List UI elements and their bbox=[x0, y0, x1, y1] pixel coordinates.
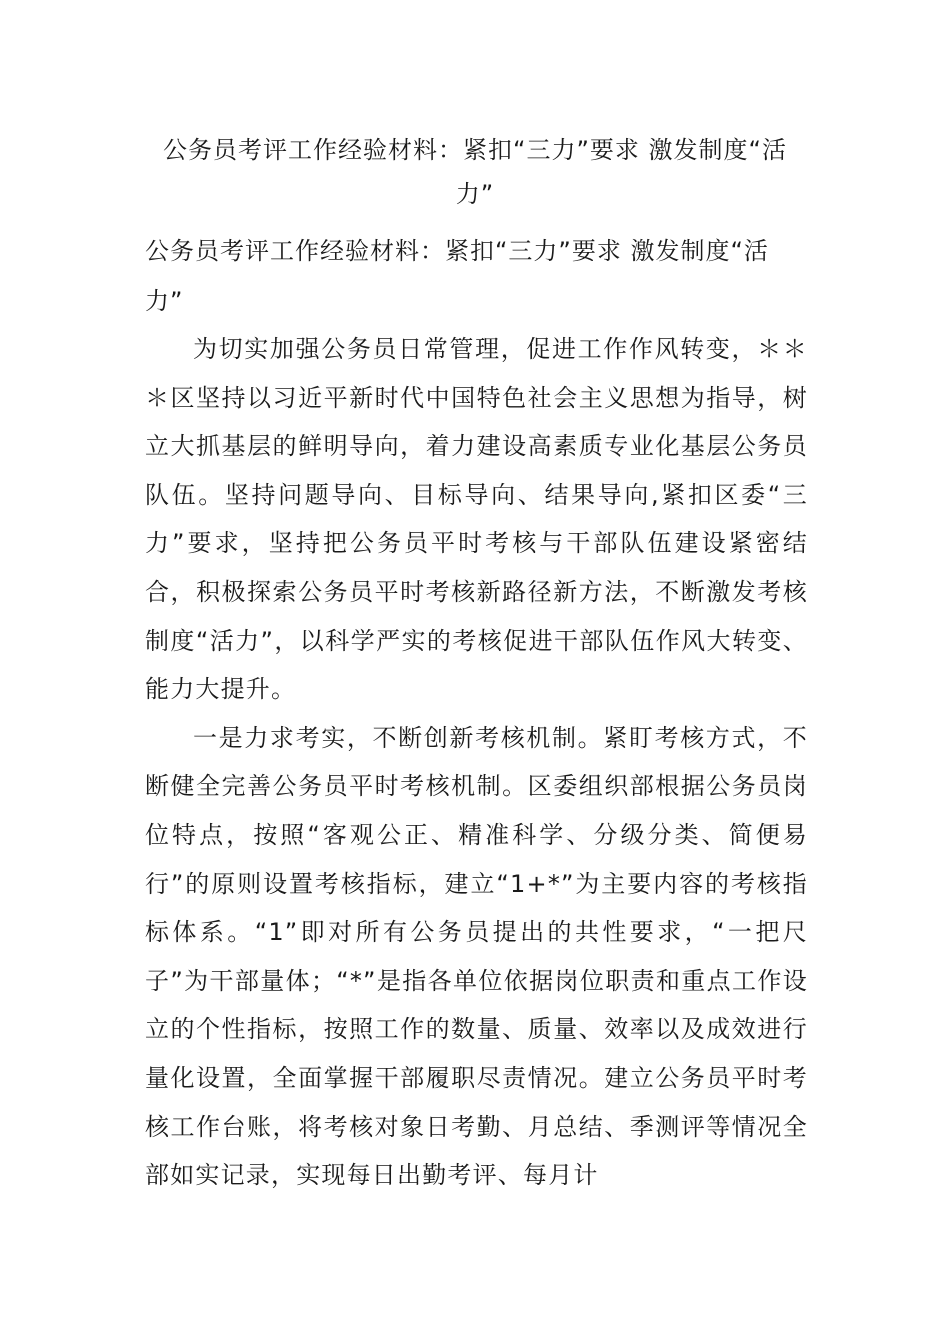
document-body bbox=[145, 325, 808, 1200]
paragraph-intro: 为切实加强公务员日常管理，促进工作作风转变，＊＊＊区坚持以习近平新时代中国特色社会主义思想为指导，树立大抓基层的鲜明导向，着力建设高素质专业化基层公务员队伍。坚持问题导向、目标导向、结果导向,紧扣区委“三力”要求，坚持把公务员平时考核与干部队伍建设紧密结合，积极探索公务员平时考核新路径新方法，不断激发考核制度“活力”，以科学严实的考核促进干部队伍作风大转变、能力大提升。 bbox=[145, 335, 808, 704]
paragraph-one: 一是力求考实，不断创新考核机制。紧盯考核方式，不断健全完善公务员平时考核机制。区委组织部根据公务员岗位特点，按照“客观公正、精准科学、分级分类、简便易行”的原则设置考核指标，建立“1+*”为主要内容的考核指标体系。“1”即对所有公务员提出的共性要求，“一把尺子”为干部量体；“*”是指各单位依据岗位职责和重点工作设立的个性指标，按照工作的数量、质量、效率以及成效进行量化设置，全面掌握干部履职尽责情况。建立公务员平时考核工作台账，将考核对象日考勤、月总结、季测评等情况全部如实记录，实现每日出勤考评、每月计 bbox=[145, 723, 808, 1190]
document-title: 公务员考评工作经验材料：紧扣“三力”要求 激发制度“活力” bbox=[163, 136, 787, 208]
document-subtitle: 公务员考评工作经验材料：紧扣“三力”要求 激发制度“活力” bbox=[145, 237, 769, 315]
